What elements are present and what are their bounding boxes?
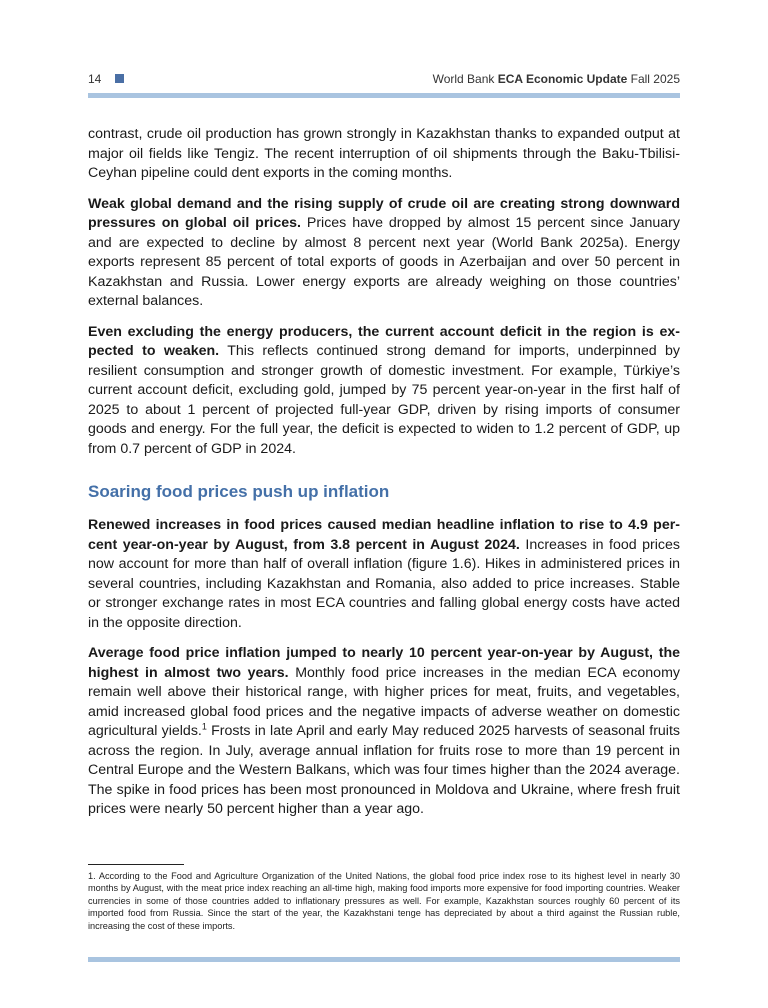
footnote-rule (88, 864, 184, 865)
paragraph-4-text: Increases in food prices now account for more than half of overall inflation (figure 1.6). Hikes in administered prices in several countries, including Kazakhstan and Romania, also added to price increases. Stable or stronger exchange rates in most ECA countries and falling global energy costs have acted in the opposite direction. (88, 536, 680, 631)
header-rule (88, 93, 680, 98)
running-title-bold: ECA Economic Update (497, 72, 628, 86)
body-text (88, 125, 680, 831)
running-title-prefix: World Bank (432, 72, 498, 86)
paragraph-1-text: contrast, crude oil production has grown strongly in Kazakhstan thanks to expanded output at major oil fields like Tengiz. The recent interruption of oil shipments through the Baku-Tbilisi-Ceyhan pipeline could dent exports in the coming months. (88, 126, 680, 181)
paragraph-4 (88, 516, 680, 633)
paragraph-5-lead: Average food price inflation jumped to nearly 10 percent year-on-year by August, the highest in almost two years. (88, 645, 680, 681)
paragraph-3 (88, 323, 680, 460)
page-marker-square (115, 74, 124, 83)
footnote: 1. According to the Food and Agriculture Organization of the United Nations, the global food price index rose to its highest level in nearly 30 months by August, with the meat price index reaching an all-time high, making food imports more expensive for food importing countries. Weaker currencies in some of those countries added to inflationary pressures as well. For example, Kazakhstan sources roughly 60 percent of its imported food from Russia. Since the start of the year, the Kazakhstani tenge has depreciated by about a third against the Russian ruble, increasing the cost of these imports. (88, 871, 680, 931)
paragraph-2 (88, 195, 680, 312)
paragraph-2-text: Prices have dropped by almost 15 percent since January and are expected to decline by almost 8 percent next year (World Bank 2025a). Energy exports represent 85 percent of total exports of goods in Azerbaijan and over 50 percent in Kazakhstan and Russia. Lower energy exports are already weighing on those countries’ external balances. (88, 215, 680, 309)
paragraph-3-lead: Even excluding the energy producers, the current account deficit in the region is expected to weaken. (88, 323, 680, 359)
paragraph-3-text: This reflects continued strong demand for imports, underpinned by resilient consumption and stronger growth of domestic investment. For example, Türkiye’s current account deficit, excluding gold, jumped by 75 percent year-on-year in the first half of 2025 to about 1 percent of projected full-year GDP, driven by rising imports of consumer goods and energy. For the full year, the deficit is expected to widen to 1.2 percent of GDP, up from 0.7 percent of GDP in 2024. (88, 343, 680, 457)
running-title-suffix: Fall 2025 (627, 72, 680, 86)
paragraph-5-text-b: Frosts in late April and early May reduced 2025 harvests of seasonal fruits across the region. In July, average annual inflation for fruits rose to more than 19 percent in Central Europe and the Western Balkans, which was four times higher than the 2024 average. The spike in food prices has been most pronounced in Moldova and Ukraine, where fresh fruit prices were nearly 50 percent higher than a year ago. (88, 723, 680, 817)
paragraph-4-lead: Renewed increases in food prices caused median headline inflation to rise to 4.9 percent year-on-year by August, from 3.8 percent in August 2024. (88, 517, 680, 553)
running-title (433, 72, 680, 86)
page-header (88, 70, 680, 88)
paragraph-2-lead: Weak global demand and the rising supply of crude oil are creating strong downward pressures on global oil prices. (88, 195, 680, 231)
paragraph-5 (88, 644, 680, 820)
paragraph-1 (88, 125, 680, 184)
section-heading: Soaring food prices push up inflation (88, 482, 390, 501)
footnote-reference[interactable]: 1 (201, 721, 207, 732)
page-number: 14 (88, 72, 102, 86)
footer-rule (88, 957, 680, 962)
paragraph-5-text-a: Monthly food price increases in the median ECA economy remain well above their historical range, with higher prices for meat, fruits, and vegetables, amid increased global food prices and the negative impacts of adverse weather on domestic agricultural yields. (88, 664, 680, 739)
